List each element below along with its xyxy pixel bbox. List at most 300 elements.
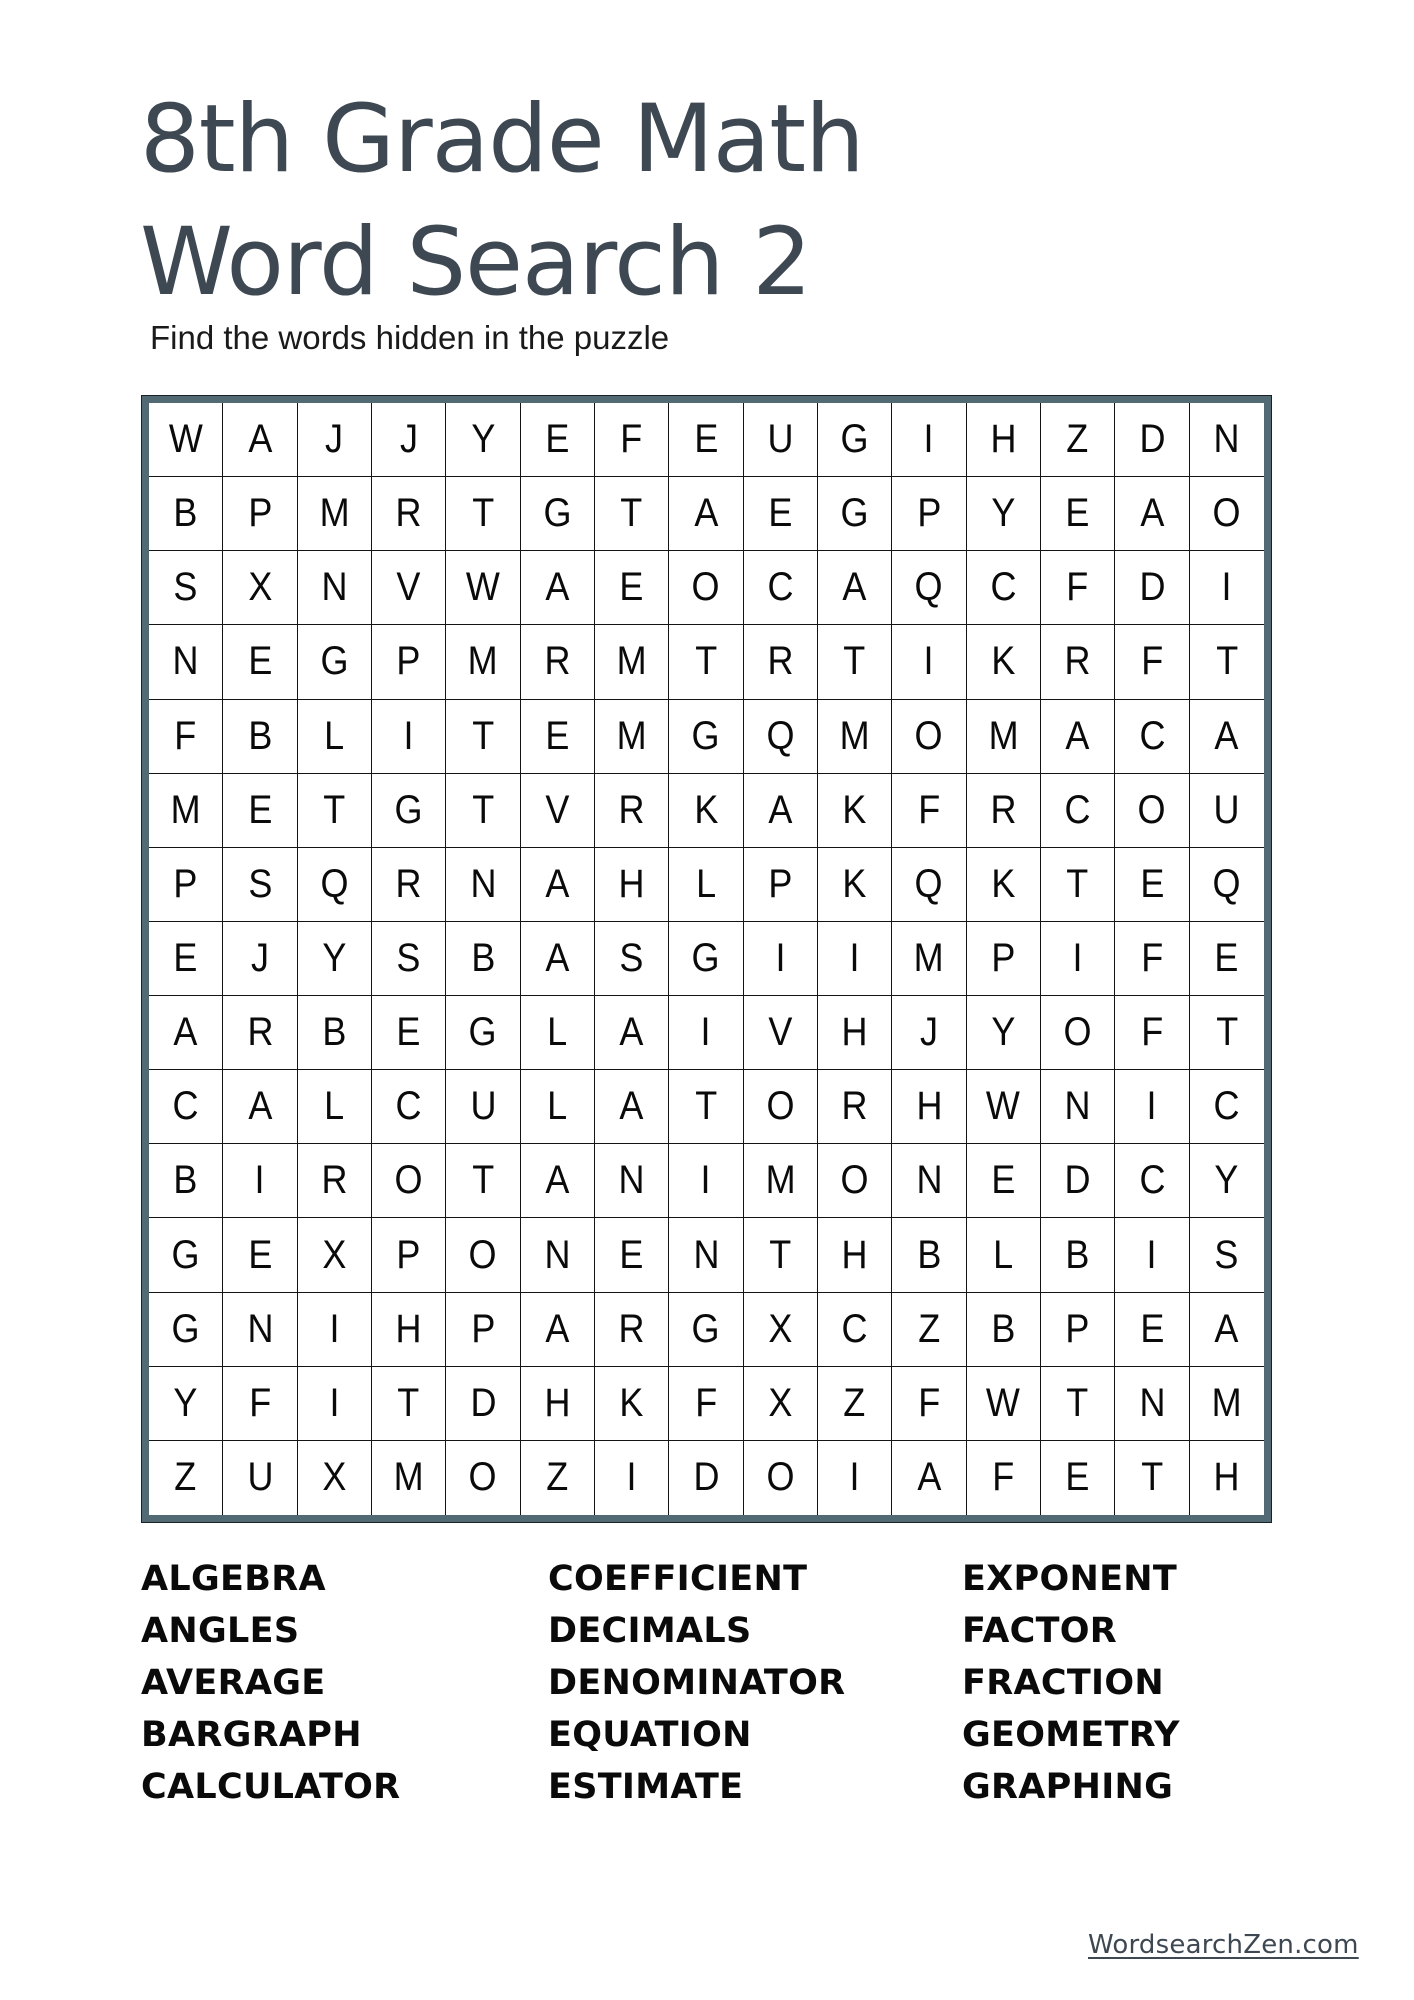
grid-cell[interactable] <box>1190 625 1264 699</box>
grid-cell[interactable] <box>372 477 446 551</box>
grid-cell[interactable] <box>892 700 966 774</box>
grid-cell[interactable] <box>892 848 966 922</box>
word-list-item: COEFFICIENT <box>548 1559 808 1599</box>
grid-cell[interactable] <box>1115 996 1189 1070</box>
grid-cell[interactable] <box>1041 774 1115 848</box>
grid-cell[interactable] <box>298 700 372 774</box>
grid-cell[interactable] <box>521 774 595 848</box>
grid-cell[interactable] <box>1190 922 1264 996</box>
grid-cell[interactable] <box>223 551 297 625</box>
grid-cell[interactable] <box>818 551 892 625</box>
grid-letter: O <box>394 1158 423 1203</box>
grid-cell[interactable] <box>446 551 520 625</box>
grid-cell[interactable] <box>298 1293 372 1367</box>
grid-cell[interactable] <box>818 1441 892 1515</box>
grid-cell[interactable] <box>521 1218 595 1292</box>
grid-letter: R <box>544 639 571 684</box>
grid-cell[interactable] <box>1115 1293 1189 1367</box>
grid-cell[interactable] <box>1190 848 1264 922</box>
grid-cell[interactable] <box>967 1218 1041 1292</box>
grid-cell[interactable] <box>1041 1293 1115 1367</box>
grid-letter: I <box>849 935 860 980</box>
grid-cell[interactable] <box>223 774 297 848</box>
title-line-1: 8th Grade Math <box>140 85 864 194</box>
grid-letter: A <box>173 1010 198 1055</box>
grid-cell[interactable] <box>595 848 669 922</box>
grid-cell[interactable] <box>446 700 520 774</box>
grid-cell[interactable] <box>744 848 818 922</box>
grid-cell[interactable] <box>1115 625 1189 699</box>
grid-cell[interactable] <box>1115 551 1189 625</box>
grid-letter: V <box>545 787 570 832</box>
grid-cell[interactable] <box>223 403 297 477</box>
grid-cell[interactable] <box>967 774 1041 848</box>
grid-cell[interactable] <box>223 477 297 551</box>
grid-cell[interactable] <box>892 996 966 1070</box>
grid-letter: E <box>991 1158 1016 1203</box>
grid-letter: N <box>172 639 199 684</box>
grid-cell[interactable] <box>521 625 595 699</box>
grid-cell[interactable] <box>298 477 372 551</box>
grid-cell[interactable] <box>1190 700 1264 774</box>
grid-cell[interactable] <box>149 1441 223 1515</box>
grid-cell[interactable] <box>521 848 595 922</box>
grid-cell[interactable] <box>818 477 892 551</box>
grid-cell[interactable] <box>669 1144 743 1218</box>
grid-cell[interactable] <box>149 848 223 922</box>
grid-cell[interactable] <box>1041 1144 1115 1218</box>
grid-cell[interactable] <box>967 848 1041 922</box>
grid-letter: F <box>174 713 197 758</box>
grid-cell[interactable] <box>818 996 892 1070</box>
grid-letter: R <box>395 861 422 906</box>
grid-cell[interactable] <box>1041 700 1115 774</box>
grid-cell[interactable] <box>892 1367 966 1441</box>
grid-cell[interactable] <box>149 1144 223 1218</box>
grid-cell[interactable] <box>595 1070 669 1144</box>
grid-cell[interactable] <box>744 1144 818 1218</box>
grid-cell[interactable] <box>372 1441 446 1515</box>
grid-cell[interactable] <box>372 1070 446 1144</box>
grid-cell[interactable] <box>1115 1144 1189 1218</box>
grid-cell[interactable] <box>149 403 223 477</box>
word-list-item: FRACTION <box>962 1663 1164 1703</box>
grid-cell[interactable] <box>967 625 1041 699</box>
grid-cell[interactable] <box>298 1070 372 1144</box>
grid-cell[interactable] <box>1041 625 1115 699</box>
grid-letter: M <box>319 491 350 536</box>
grid-cell[interactable] <box>1115 1367 1189 1441</box>
grid-cell[interactable] <box>892 1293 966 1367</box>
grid-cell[interactable] <box>595 477 669 551</box>
grid-cell[interactable] <box>298 774 372 848</box>
grid-cell[interactable] <box>298 1441 372 1515</box>
grid-cell[interactable] <box>595 774 669 848</box>
grid-letter: T <box>1215 639 1238 684</box>
grid-cell[interactable] <box>744 1070 818 1144</box>
grid-cell[interactable] <box>1115 774 1189 848</box>
grid-cell[interactable] <box>149 1367 223 1441</box>
grid-cell[interactable] <box>1041 403 1115 477</box>
grid-cell[interactable] <box>521 922 595 996</box>
grid-cell[interactable] <box>298 1218 372 1292</box>
grid-cell[interactable] <box>967 1144 1041 1218</box>
grid-cell[interactable] <box>669 1367 743 1441</box>
grid-cell[interactable] <box>223 625 297 699</box>
grid-letter: H <box>544 1380 571 1425</box>
grid-cell[interactable] <box>446 922 520 996</box>
grid-cell[interactable] <box>1041 477 1115 551</box>
grid-letter: A <box>247 1084 272 1129</box>
grid-cell[interactable] <box>521 700 595 774</box>
grid-cell[interactable] <box>1115 922 1189 996</box>
grid-cell[interactable] <box>892 625 966 699</box>
grid-letter: S <box>173 565 198 610</box>
grid-cell[interactable] <box>1190 774 1264 848</box>
grid-letter: F <box>992 1455 1015 1500</box>
grid-cell[interactable] <box>149 477 223 551</box>
grid-cell[interactable] <box>669 922 743 996</box>
grid-cell[interactable] <box>223 996 297 1070</box>
grid-cell[interactable] <box>149 1218 223 1292</box>
grid-cell[interactable] <box>149 625 223 699</box>
grid-cell[interactable] <box>149 700 223 774</box>
grid-cell[interactable] <box>967 477 1041 551</box>
grid-cell[interactable] <box>744 625 818 699</box>
title-line-2: Word Search 2 <box>140 208 812 317</box>
grid-cell[interactable] <box>967 1293 1041 1367</box>
grid-cell[interactable] <box>446 403 520 477</box>
grid-cell[interactable] <box>298 1367 372 1441</box>
grid-letter: Y <box>991 1010 1016 1055</box>
grid-letter: R <box>1064 639 1091 684</box>
grid-cell[interactable] <box>892 1441 966 1515</box>
grid-letter: T <box>1140 1455 1163 1500</box>
grid-letter: A <box>545 1158 570 1203</box>
grid-cell[interactable] <box>1190 1144 1264 1218</box>
grid-cell[interactable] <box>446 774 520 848</box>
grid-cell[interactable] <box>892 551 966 625</box>
grid-cell[interactable] <box>298 403 372 477</box>
grid-letter: T <box>1215 1010 1238 1055</box>
grid-cell[interactable] <box>223 922 297 996</box>
grid-cell[interactable] <box>892 922 966 996</box>
grid-cell[interactable] <box>521 1144 595 1218</box>
grid-cell[interactable] <box>372 996 446 1070</box>
grid-letter: Y <box>173 1380 198 1425</box>
grid-cell[interactable] <box>521 1367 595 1441</box>
grid-cell[interactable] <box>744 1367 818 1441</box>
grid-letter: C <box>1138 1158 1165 1203</box>
grid-cell[interactable] <box>818 922 892 996</box>
grid-letter: F <box>1140 1010 1163 1055</box>
grid-letter: U <box>767 417 794 462</box>
grid-cell[interactable] <box>223 1144 297 1218</box>
grid-cell[interactable] <box>372 774 446 848</box>
grid-cell[interactable] <box>446 1293 520 1367</box>
grid-cell[interactable] <box>1190 551 1264 625</box>
grid-cell[interactable] <box>669 700 743 774</box>
grid-letter: J <box>919 1010 938 1055</box>
grid-cell[interactable] <box>149 996 223 1070</box>
grid-cell[interactable] <box>669 1218 743 1292</box>
grid-cell[interactable] <box>892 403 966 477</box>
grid-letter: N <box>915 1158 942 1203</box>
grid-cell[interactable] <box>372 700 446 774</box>
grid-letter: T <box>620 491 643 536</box>
grid-cell[interactable] <box>521 1441 595 1515</box>
grid-cell[interactable] <box>298 996 372 1070</box>
grid-cell[interactable] <box>744 774 818 848</box>
grid-cell[interactable] <box>669 403 743 477</box>
grid-letter: O <box>1063 1010 1092 1055</box>
grid-cell[interactable] <box>223 1070 297 1144</box>
grid-cell[interactable] <box>446 996 520 1070</box>
grid-cell[interactable] <box>446 848 520 922</box>
grid-letter: A <box>247 417 272 462</box>
grid-cell[interactable] <box>1041 996 1115 1070</box>
grid-cell[interactable] <box>744 551 818 625</box>
grid-cell[interactable] <box>669 625 743 699</box>
grid-cell[interactable] <box>223 1367 297 1441</box>
grid-cell[interactable] <box>372 1218 446 1292</box>
grid-cell[interactable] <box>595 700 669 774</box>
grid-letter: V <box>396 565 421 610</box>
grid-cell[interactable] <box>744 1293 818 1367</box>
grid-cell[interactable] <box>595 1218 669 1292</box>
instructions-text: Find the words hidden in the puzzle <box>150 319 670 356</box>
grid-cell[interactable] <box>744 996 818 1070</box>
grid-cell[interactable] <box>1190 403 1264 477</box>
grid-cell[interactable] <box>892 1070 966 1144</box>
grid-letter: M <box>616 713 647 758</box>
grid-letter: G <box>171 1306 200 1351</box>
grid-letter: Y <box>991 491 1016 536</box>
grid-cell[interactable] <box>223 1441 297 1515</box>
grid-cell[interactable] <box>1041 1367 1115 1441</box>
grid-letter: L <box>324 1084 345 1129</box>
grid-cell[interactable] <box>892 774 966 848</box>
grid-letter: E <box>545 713 570 758</box>
grid-cell[interactable] <box>223 1218 297 1292</box>
grid-cell[interactable] <box>818 848 892 922</box>
grid-letter: M <box>765 1158 796 1203</box>
grid-cell[interactable] <box>595 922 669 996</box>
grid-cell[interactable] <box>521 1293 595 1367</box>
grid-cell[interactable] <box>446 477 520 551</box>
grid-cell[interactable] <box>967 403 1041 477</box>
grid-cell[interactable] <box>1041 551 1115 625</box>
word-list-item: AVERAGE <box>141 1663 326 1703</box>
grid-cell[interactable] <box>298 1144 372 1218</box>
grid-letter: A <box>619 1084 644 1129</box>
grid-cell[interactable] <box>818 1144 892 1218</box>
grid-letter: Y <box>322 935 347 980</box>
grid-cell[interactable] <box>223 848 297 922</box>
grid-cell[interactable] <box>298 848 372 922</box>
grid-cell[interactable] <box>595 1293 669 1367</box>
grid-cell[interactable] <box>1041 1218 1115 1292</box>
grid-cell[interactable] <box>446 1367 520 1441</box>
grid-cell[interactable] <box>149 1293 223 1367</box>
grid-cell[interactable] <box>223 1293 297 1367</box>
grid-cell[interactable] <box>149 922 223 996</box>
grid-letter: W <box>986 1380 1021 1425</box>
grid-cell[interactable] <box>669 774 743 848</box>
grid-cell[interactable] <box>595 625 669 699</box>
grid-cell[interactable] <box>521 996 595 1070</box>
grid-letter: I <box>626 1455 637 1500</box>
grid-cell[interactable] <box>818 403 892 477</box>
grid-letter: R <box>990 787 1017 832</box>
grid-cell[interactable] <box>446 625 520 699</box>
grid-cell[interactable] <box>149 1070 223 1144</box>
grid-cell[interactable] <box>744 477 818 551</box>
grid-letter: D <box>692 1455 719 1500</box>
grid-cell[interactable] <box>818 700 892 774</box>
grid-letter: K <box>991 861 1016 906</box>
grid-cell[interactable] <box>1190 477 1264 551</box>
grid-cell[interactable] <box>446 1144 520 1218</box>
grid-cell[interactable] <box>298 922 372 996</box>
grid-cell[interactable] <box>669 477 743 551</box>
grid-cell[interactable] <box>1115 1070 1189 1144</box>
grid-cell[interactable] <box>521 477 595 551</box>
grid-letter: E <box>1065 491 1090 536</box>
grid-cell[interactable] <box>1041 848 1115 922</box>
grid-cell[interactable] <box>818 774 892 848</box>
grid-cell[interactable] <box>1041 1070 1115 1144</box>
grid-cell[interactable] <box>372 1293 446 1367</box>
grid-cell[interactable] <box>1041 1441 1115 1515</box>
grid-cell[interactable] <box>818 1293 892 1367</box>
grid-cell[interactable] <box>1190 1367 1264 1441</box>
grid-cell[interactable] <box>744 1218 818 1292</box>
grid-cell[interactable] <box>1115 1218 1189 1292</box>
grid-cell[interactable] <box>669 996 743 1070</box>
grid-cell[interactable] <box>298 625 372 699</box>
grid-cell[interactable] <box>372 551 446 625</box>
grid-cell[interactable] <box>967 551 1041 625</box>
grid-cell[interactable] <box>223 700 297 774</box>
grid-cell[interactable] <box>967 1367 1041 1441</box>
grid-cell[interactable] <box>149 551 223 625</box>
grid-cell[interactable] <box>1041 922 1115 996</box>
grid-cell[interactable] <box>149 774 223 848</box>
word-list-item: DECIMALS <box>548 1611 752 1651</box>
grid-letter: P <box>991 935 1016 980</box>
grid-cell[interactable] <box>744 1441 818 1515</box>
grid-cell[interactable] <box>818 1070 892 1144</box>
grid-letter: L <box>547 1010 568 1055</box>
grid-cell[interactable] <box>1190 1070 1264 1144</box>
grid-letter: A <box>768 787 793 832</box>
grid-letter: O <box>766 1455 795 1500</box>
grid-cell[interactable] <box>818 1367 892 1441</box>
grid-cell[interactable] <box>298 551 372 625</box>
grid-cell[interactable] <box>595 996 669 1070</box>
grid-cell[interactable] <box>595 403 669 477</box>
grid-letter: I <box>700 1010 711 1055</box>
grid-cell[interactable] <box>892 1144 966 1218</box>
grid-cell[interactable] <box>1115 477 1189 551</box>
grid-cell[interactable] <box>967 922 1041 996</box>
grid-cell[interactable] <box>521 551 595 625</box>
grid-cell[interactable] <box>372 1144 446 1218</box>
grid-cell[interactable] <box>446 1070 520 1144</box>
grid-cell[interactable] <box>521 403 595 477</box>
grid-cell[interactable] <box>818 1218 892 1292</box>
grid-letter: G <box>320 639 349 684</box>
grid-cell[interactable] <box>744 700 818 774</box>
grid-letter: P <box>173 861 198 906</box>
grid-cell[interactable] <box>1115 1441 1189 1515</box>
grid-letter: R <box>395 491 422 536</box>
grid-cell[interactable] <box>595 1367 669 1441</box>
grid-cell[interactable] <box>446 1218 520 1292</box>
grid-cell[interactable] <box>595 551 669 625</box>
grid-cell[interactable] <box>1115 403 1189 477</box>
grid-cell[interactable] <box>892 1218 966 1292</box>
grid-cell[interactable] <box>521 1070 595 1144</box>
grid-letter: M <box>170 787 201 832</box>
grid-letter: U <box>469 1084 496 1129</box>
grid-cell[interactable] <box>1190 1218 1264 1292</box>
grid-cell[interactable] <box>967 1441 1041 1515</box>
grid-letter: Y <box>470 417 495 462</box>
grid-letter: N <box>321 565 348 610</box>
grid-cell[interactable] <box>818 625 892 699</box>
grid-cell[interactable] <box>595 1144 669 1218</box>
grid-letter: E <box>1139 1306 1164 1351</box>
grid-letter: J <box>325 417 344 462</box>
grid-letter: O <box>766 1084 795 1129</box>
grid-letter: E <box>545 417 570 462</box>
grid-letter: A <box>545 565 570 610</box>
grid-cell[interactable] <box>744 403 818 477</box>
grid-letter: M <box>1211 1380 1242 1425</box>
grid-cell[interactable] <box>967 700 1041 774</box>
grid-cell[interactable] <box>892 477 966 551</box>
grid-cell[interactable] <box>967 1070 1041 1144</box>
grid-cell[interactable] <box>1115 700 1189 774</box>
grid-cell[interactable] <box>744 922 818 996</box>
grid-cell[interactable] <box>446 1441 520 1515</box>
grid-cell[interactable] <box>372 1367 446 1441</box>
grid-letter: H <box>841 1010 868 1055</box>
grid-cell[interactable] <box>372 848 446 922</box>
grid-cell[interactable] <box>1190 996 1264 1070</box>
grid-cell[interactable] <box>1190 1293 1264 1367</box>
grid-cell[interactable] <box>669 848 743 922</box>
grid-cell[interactable] <box>595 1441 669 1515</box>
grid-cell[interactable] <box>1190 1441 1264 1515</box>
grid-cell[interactable] <box>967 996 1041 1070</box>
grid-letter: A <box>619 1010 644 1055</box>
grid-cell[interactable] <box>669 1293 743 1367</box>
grid-letter: G <box>840 491 869 536</box>
grid-cell[interactable] <box>669 551 743 625</box>
grid-letter: C <box>1213 1084 1240 1129</box>
grid-cell[interactable] <box>669 1441 743 1515</box>
grid-cell[interactable] <box>669 1070 743 1144</box>
grid-cell[interactable] <box>372 922 446 996</box>
grid-cell[interactable] <box>1115 848 1189 922</box>
grid-letter: Z <box>917 1306 940 1351</box>
grid-cell[interactable] <box>372 403 446 477</box>
website-link[interactable]: WordsearchZen.com <box>1088 1930 1359 1960</box>
grid-cell[interactable] <box>372 625 446 699</box>
